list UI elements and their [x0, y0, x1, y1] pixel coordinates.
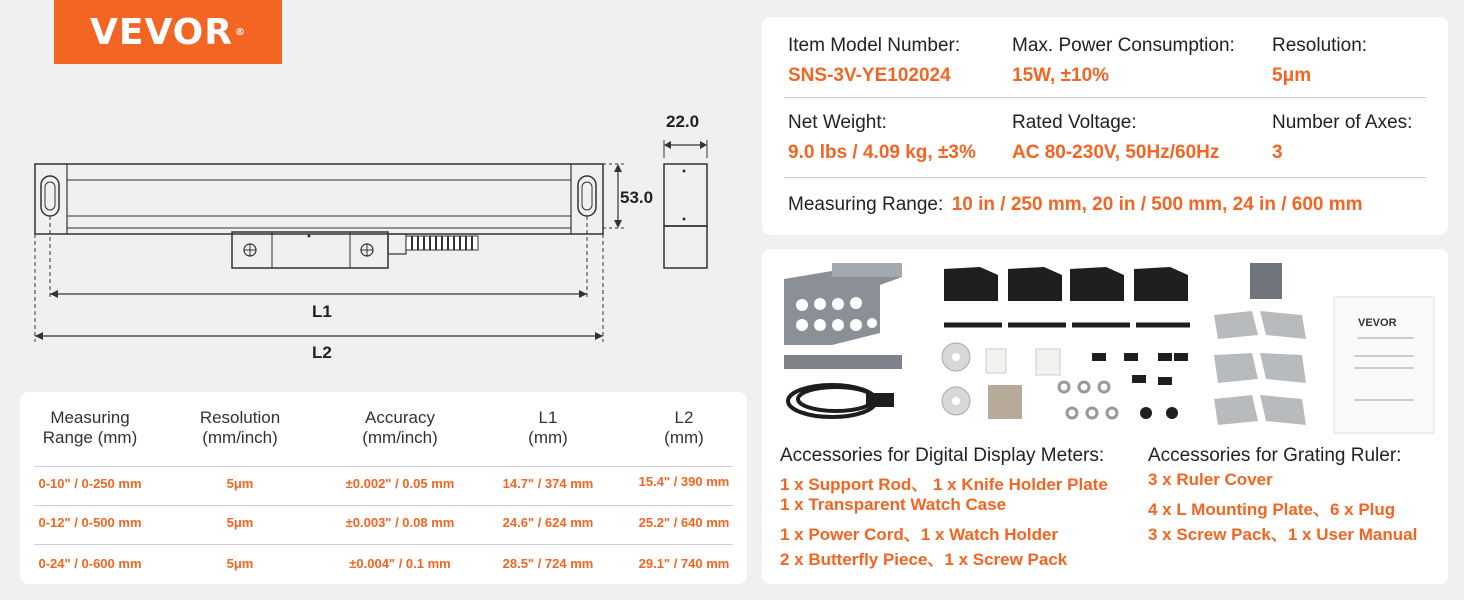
manual-brand: VEVOR: [1358, 317, 1397, 329]
header-accuracy: Accuracy (mm/inch): [362, 408, 438, 447]
table-cell: 24.6" / 624 mm: [502, 515, 594, 530]
height-dimension: 53.0: [620, 188, 654, 207]
table-divider: [34, 466, 733, 467]
support-rod-image: [784, 355, 902, 369]
ruler-covers-image: [1214, 311, 1306, 425]
power-label: Max. Power Consumption:: [1012, 35, 1235, 56]
end-view-profile: [664, 164, 707, 226]
ruler-accessory-item: 3 x Screw Pack、1 x User Manual: [1148, 525, 1418, 544]
table-cell: ±0.004" / 0.1 mm: [349, 556, 451, 571]
brand-name: VEVOR: [89, 11, 233, 53]
table-cell: ±0.002" / 0.05 mm: [345, 476, 455, 491]
spec-card: [762, 17, 1448, 235]
l-mounting-plate-image: [1250, 263, 1282, 299]
display-accessory-item: 1 x Power Cord、1 x Watch Holder: [780, 525, 1059, 544]
watch-holder-image: [986, 349, 1006, 373]
table-divider: [34, 544, 733, 545]
ruler-accessory-item: 3 x Ruler Cover: [1148, 470, 1273, 489]
width-dimension: 22.0: [666, 112, 700, 131]
l2-dimension: L2: [312, 343, 332, 362]
table-cell: 5μm: [226, 476, 254, 491]
voltage-value: AC 80-230V, 50Hz/60Hz: [1012, 142, 1220, 163]
ruler-drawing-svg: [20, 100, 740, 370]
model-value: SNS-3V-YE102024: [788, 65, 951, 86]
spec-divider: [784, 177, 1426, 178]
table-cell: 15.4" / 390 mm: [638, 474, 730, 489]
spec-divider: [784, 97, 1426, 98]
axes-value: 3: [1272, 142, 1283, 163]
range-value: 10 in / 250 mm, 20 in / 500 mm, 24 in / 600 mm: [951, 194, 1363, 215]
resolution-label: Resolution:: [1272, 35, 1368, 56]
axes-spec: [1272, 112, 1412, 164]
table-cell: 0-10" / 0-250 mm: [38, 476, 142, 491]
header-l2: L2 (mm): [664, 408, 704, 447]
header-l1: L1 (mm): [528, 408, 568, 447]
voltage-spec: [1012, 112, 1219, 164]
table-cell: 5μm: [226, 556, 254, 571]
resolution-spec: [1272, 35, 1367, 87]
weight-value: 9.0 lbs / 4.09 kg, ±3%: [788, 142, 976, 163]
model-spec: [788, 35, 960, 87]
accessories-card: [762, 249, 1448, 584]
display-accessories-title: Accessories for Digital Display Meters:: [780, 445, 1105, 466]
ruler-accessory-item: 4 x L Mounting Plate、6 x Plug: [1148, 500, 1396, 519]
knife-holder-plate-image: [784, 263, 902, 345]
power-value: 15W, ±10%: [1012, 65, 1110, 86]
power-cord-image: [788, 385, 876, 417]
butterfly-pieces-image: [944, 267, 1188, 301]
table-cell: 14.7" / 374 mm: [502, 476, 594, 491]
l1-dimension: L1: [312, 302, 332, 321]
ruler-body: [35, 164, 603, 234]
transparent-watch-case-image: [988, 385, 1022, 419]
header-measuring-range: Measuring Range (mm): [42, 408, 138, 447]
range-label: Measuring Range:: [788, 194, 944, 215]
weight-label: Net Weight:: [788, 112, 887, 133]
weight-spec: [788, 112, 976, 164]
table-cell: 0-24" / 0-600 mm: [38, 556, 142, 571]
brand-logo: [54, 0, 282, 64]
display-accessory-item: 1 x Support Rod、 1 x Knife Holder Plate: [780, 475, 1108, 494]
voltage-label: Rated Voltage:: [1012, 112, 1137, 133]
power-spec: [1012, 35, 1235, 87]
table-cell: 5μm: [226, 515, 254, 530]
display-accessory-item: 2 x Butterfly Piece、1 x Screw Pack: [780, 550, 1068, 569]
accessories-photo: [762, 249, 1448, 439]
spec-table: [20, 392, 747, 584]
table-divider: [34, 505, 733, 506]
table-cell: 28.5" / 724 mm: [502, 556, 594, 571]
registered-mark: ®: [235, 26, 246, 38]
table-cell: 29.1" / 740 mm: [638, 556, 730, 571]
table-cell: 25.2" / 640 mm: [638, 515, 730, 530]
model-label: Item Model Number:: [788, 35, 961, 56]
resolution-value: 5μm: [1272, 65, 1312, 86]
header-resolution: Resolution (mm/inch): [199, 408, 281, 447]
display-accessory-item: 1 x Transparent Watch Case: [780, 495, 1007, 514]
table-cell: 0-12" / 0-500 mm: [38, 515, 142, 530]
table-cell: ±0.003" / 0.08 mm: [345, 515, 455, 530]
ruler-accessories-title: Accessories for Grating Ruler:: [1148, 445, 1402, 466]
axes-label: Number of Axes:: [1272, 112, 1413, 133]
technical-drawing: [20, 100, 740, 370]
range-spec: [788, 194, 1363, 216]
